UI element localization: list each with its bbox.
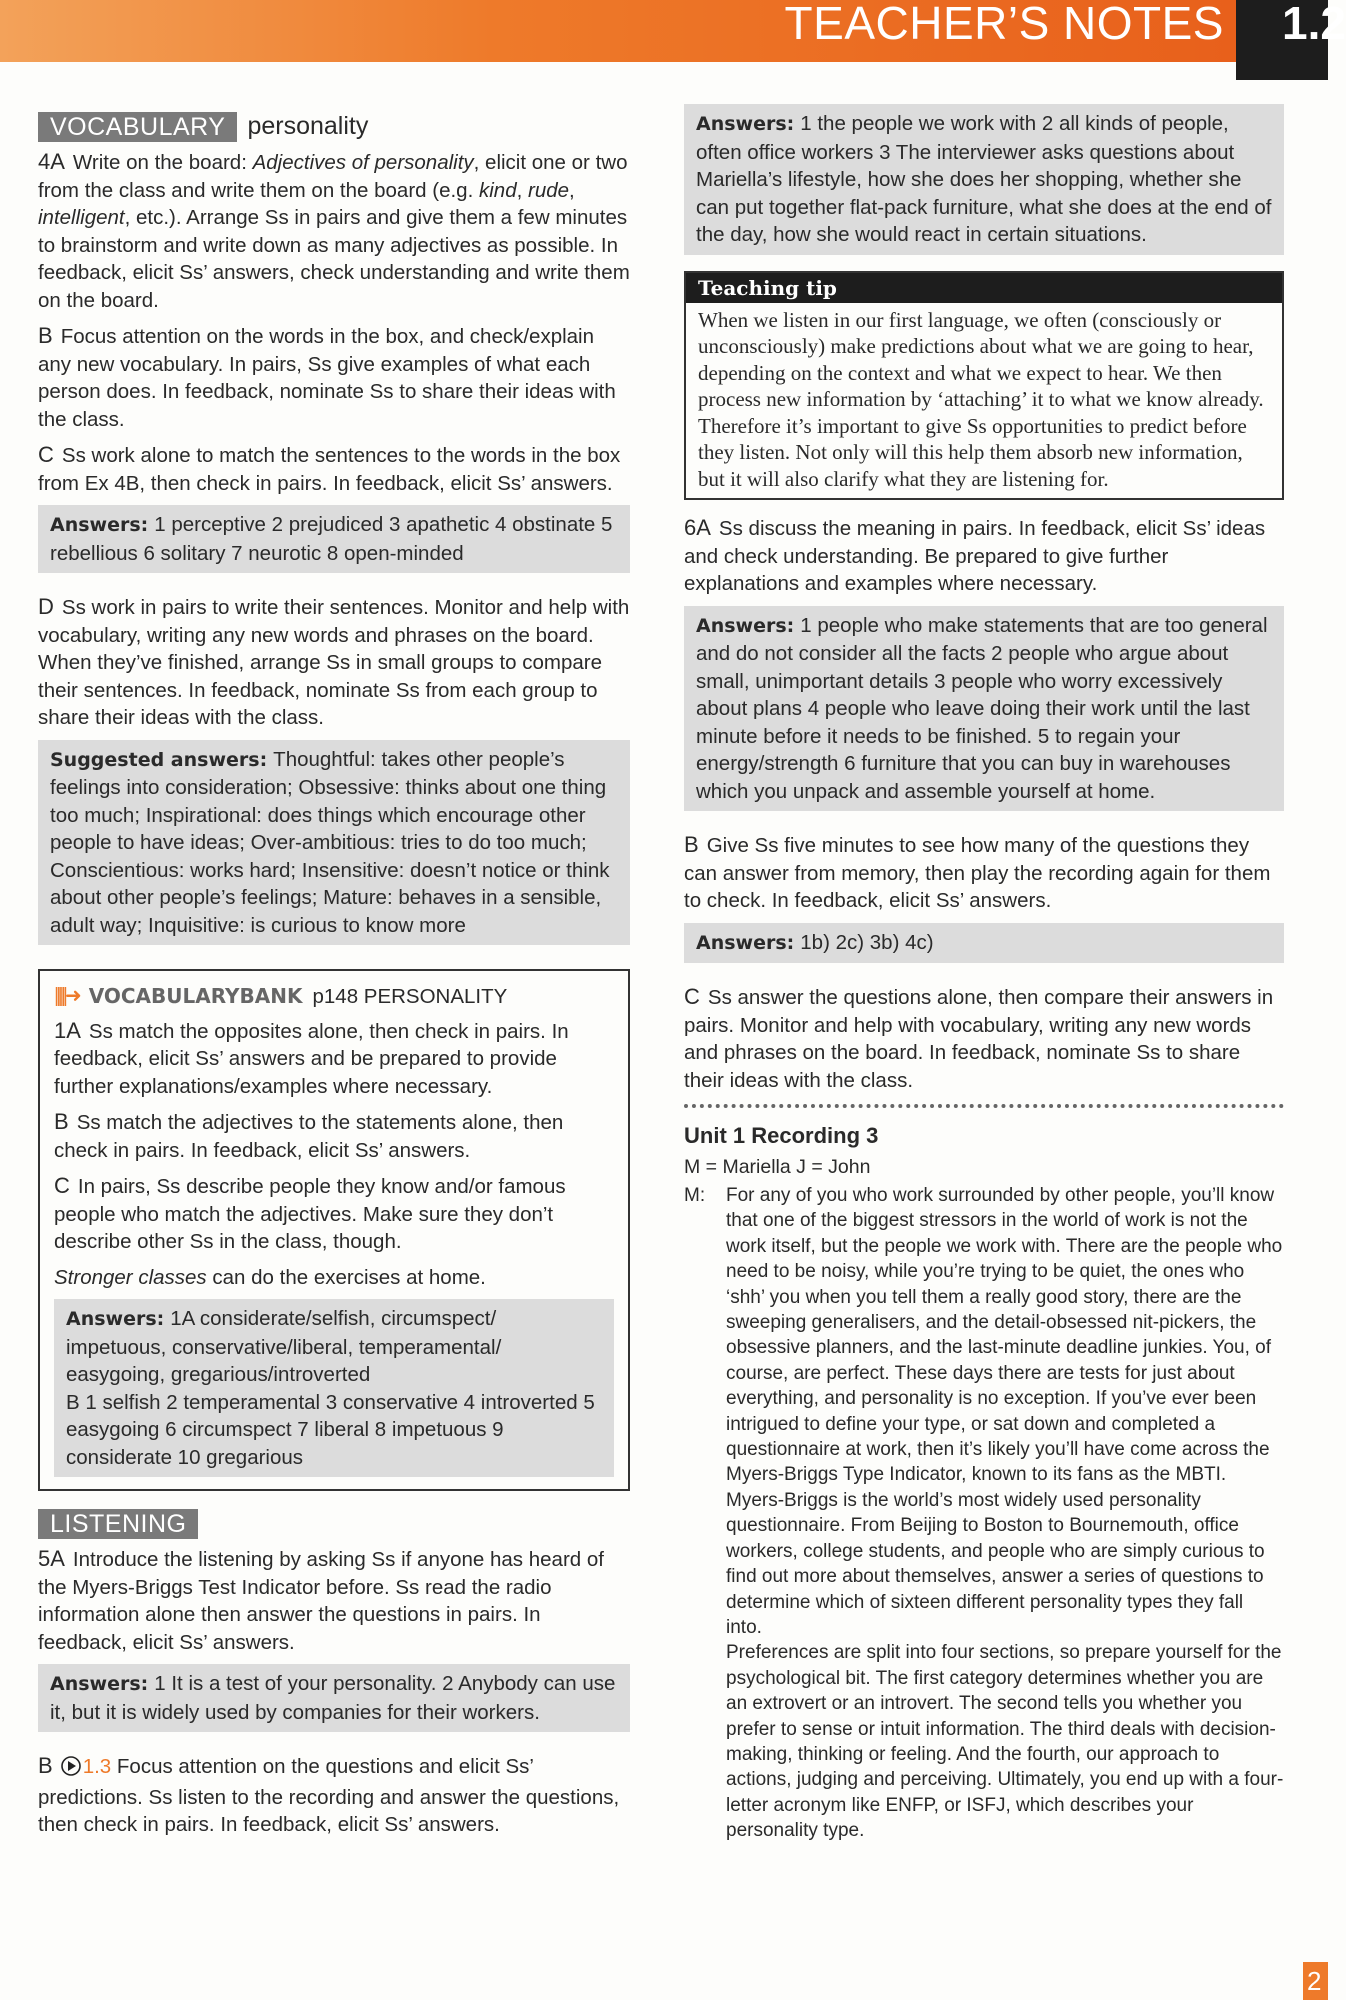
text: Focus attention on the words in the box, and check/explain any new vocabulary. In pairs, Ss give examples of what each person does. In feedback, nominate Ss to share their ideas with the class. [38,325,616,431]
teaching-tip-title: Teaching tip [686,273,1282,303]
exercise-6c [684,983,1284,1094]
text-italic: intelligent [38,206,125,229]
exercise-number: B [54,1109,69,1134]
page-title: TEACHER’S NOTES [784,0,1224,49]
text: , etc.). Arrange Ss in pairs and give them a few minutes to brainstorm and write down as many adjectives as possible. In feedback, elicit Ss’ answers, check understanding and write them on the board. [38,206,630,312]
text: , [516,178,528,202]
exercise-number: C [684,984,700,1009]
text: Give Ss five minutes to see how many of the questions they can answer from memory, then play the recording again for them to check. In feedback, elicit Ss’ answers. [684,834,1271,912]
text: Ss match the opposites alone, then check in pairs. In feedback, elicit Ss’ answers and be prepared to provide further explanations/examples where necessary. [54,1019,569,1098]
stronger-classes-note [54,1264,614,1292]
answers-6b [684,923,1284,964]
exercise-number: B [38,1753,53,1778]
speech-text [726,1183,1284,1844]
text: In pairs, Ss describe people they know and/or famous people who match the adjectives. Make sure they don’t describe other Ss in the class, though. [54,1175,566,1253]
recording-speakers: M = Mariella J = John [684,1155,871,1178]
listening-label: LISTENING [38,1509,198,1539]
text-italic: kind [478,178,517,202]
exercise-number: D [38,594,54,619]
exercise-number: B [38,323,53,348]
play-audio-icon[interactable] [61,1756,81,1784]
text: Write on the board: [72,151,253,174]
exercise-number: 4A [38,149,65,174]
exercise-1c [54,1172,614,1256]
answers-5b [684,104,1284,255]
text: Focus attention on the questions and elicit Ss’ predictions. Ss listen to the recording and answer the questions, then check in pairs. In feedback, elicit Ss’ answers. [38,1755,620,1836]
answers-text: 1 perceptive 2 prejudiced 3 apathetic 4 obstinate 5 rebellious 6 solitary 7 neurotic 8 open-minded [50,513,613,565]
exercise-number: C [54,1173,70,1198]
page-number: 2 [1303,1962,1328,2000]
answers-text: 1A considerate/selfish, circumspect/ impetuous, conservative/liberal, temperamental/ easygoing, gregarious/introverted [66,1307,502,1386]
answers-label: Answers: [696,113,795,135]
answers-text: 1b) 2c) 3b) 4c) [800,930,934,954]
exercise-6b [684,831,1284,915]
answers-label: Answers: [50,1673,149,1695]
teaching-tip-box [684,271,1284,501]
answers-text: 1 people who make statements that are too general and do not consider all the facts 2 people who argue about small, unimportant details 3 people who worry excessively about plans 4 people who leave doing their work until the last minute before it needs to be finished. 5 to regain your energy/strength 6 furniture that you can buy in warehouses which you unpack and assemble yourself at home. [696,613,1268,803]
exercise-4d [38,593,630,732]
answers-vocab-bank [54,1299,614,1477]
vocabulary-bank-heading [54,983,614,1011]
text: Ss work alone to match the sentences to the words in the box from Ex 4B, then check in pairs. In feedback, elicit Ss’ answers. [38,444,621,495]
answers-text: 1 the people we work with 2 all kinds of people, often office workers 3 The interviewer asks questions about Mariella’s lifestyle, how she does her shopping, whether she can put together flat-pack furniture, what she does at the end of the day, how she would react in certain situations. [696,112,1272,246]
exercise-number: 6A [684,515,711,540]
answers-4c [38,505,630,573]
exercise-1a [54,1017,614,1101]
unit-number: 1.2 [1236,0,1328,80]
text: can do the exercises at home. [206,1265,486,1289]
vocabulary-bank-title: VOCABULARYBANK [88,984,303,1008]
text: Ss work in pairs to write their sentences. Monitor and help with vocabulary, writing any new words and phrases on the board. When they’ve finished, arrange Ss in small groups to compare their sentences. In feedback, nominate Ss from each group to share their ideas with the class. [38,596,630,729]
answers-text: Thoughtful: takes other people’s feelings into consideration; Obsessive: thinks about one thing too much; Inspirational: does things which encourage other people to have ideas; Over-ambitious: tries to do too much; Conscientious: works hard; Insensitive: doesn’t notice or think about other people’s feelings; Mature: behaves in a sensible, adult way; Inquisitive: is curious to know more [50,747,610,937]
exercise-number: 1A [54,1017,81,1043]
exercise-number: C [38,442,54,467]
text-italic: Stronger classes [54,1265,207,1289]
vocabulary-topic: personality [247,112,369,141]
vocabulary-heading [38,112,630,142]
answers-label: Answers: [696,931,795,954]
text: Ss answer the questions alone, then compare their answers in pairs. Monitor and help with vocabulary, writing any new words and phrases on the board. In feedback, nominate Ss to share their ideas with the class. [684,986,1274,1092]
track-number: 1.3 [82,1755,112,1778]
answers-label: Suggested answers: [50,748,268,771]
vocabulary-label: VOCABULARY [38,112,237,142]
exercise-1b [54,1108,614,1164]
exercise-4b [38,322,630,433]
answers-6a [684,606,1284,812]
recording-title: Unit 1 Recording 3 [684,1123,879,1148]
text-italic: Adjectives of personality [252,151,474,174]
right-column [684,104,1284,1844]
exercise-number: B [684,832,699,857]
exercise-number: 5A [38,1546,65,1571]
answers-4d [38,740,630,946]
exercise-4c [38,441,630,497]
answers-label: Answers: [696,614,795,637]
listening-heading [38,1509,630,1539]
recording-transcript [684,1183,1284,1844]
divider [684,1104,1284,1108]
answers-text: 1 It is a test of your personality. 2 Anybody can use it, but it is widely used by companies for their workers. [50,1672,616,1724]
text-italic: rude [528,178,570,202]
answers-5a [38,1664,630,1732]
text: , [569,178,575,202]
left-column [38,112,630,1847]
arrow-right-icon: |||||➜ [54,985,79,1007]
text: Ss match the adjectives to the statements alone, then check in pairs. In feedback, elicit Ss’ answers. [54,1111,564,1162]
exercise-6a [684,514,1284,598]
exercise-5a [38,1545,630,1656]
text: Ss discuss the meaning in pairs. In feedback, elicit Ss’ ideas and check understanding. Be prepared to give further explanations and examples where necessary. [684,517,1266,595]
text: , elicit one or two from the class and write them on the board (e.g. [38,151,628,202]
answers-label: Answers: [50,514,149,536]
answers-text-b: B 1 selfish 2 temperamental 3 conservative 4 introverted 5 easygoing 6 circumspect 7 liberal 8 impetuous 9 considerate 10 gregarious [66,1390,595,1469]
transcript-paragraph: Preferences are split into four sections, so prepare yourself for the psychological bit. The first category determines whether you are an extrovert or an introvert. The second tells you whether you prefer to sense or intuit information. The third deals with decision-making, thinking or feeling. And the fourth, our approach to actions, judging and perceiving. Ultimately, you end up with a four-letter acronym like ENFP, or ISFJ, which describes your personality type. [726,1642,1284,1842]
exercise-4a [38,148,630,314]
text: Introduce the listening by asking Ss if anyone has heard of the Myers-Briggs Test Indicator before. Ss read the radio information alone then answer the questions in pairs. In feedback, elicit Ss’ answers. [38,1548,604,1654]
answers-label: Answers: [66,1308,165,1330]
speaker-label: M: [684,1185,706,1206]
teaching-tip-text: When we listen in our first language, we often (consciously or unconsciously) make predictions about what we are going to hear, depending on the context and what we expect to hear. We then process new information by ‘attaching’ it to what we know already. Therefore it’s important to give Ss opportunities to predict before they listen. Not only will this help them absorb new information, but it will also clarify what they are listening for. [698,307,1264,491]
vocabulary-bank-box [38,969,630,1491]
transcript-paragraph: For any of you who work surrounded by other people, you’ll know that one of the biggest stressors in the world of work is not the work itself, but the people we work with. There are the people who need to be noisy, while you’re trying to be quiet, the ones who ‘shh’ you when you tell them a really good story, there are the sweeping generalisers, and the detail-obsessed nit-pickers, the obsessive planners, and the last-minute deadline junkies. You, of course, are perfect. These days there are tests for just about everything, and personality is no exception. If you’ve ever been intrigued to define your type, or sat down and completed a questionnaire at work, then it’s likely you’ll have come across the Myers-Briggs Type Indicator, known to its fans as the MBTI. Myers-Briggs is the world’s most widely used personality questionnaire. From Beijing to Boston to Bournemouth, office workers, college students, and people who are simply curious to find out more about themselves, answer a series of questions to determine which of sixteen different personality types they fall into. [726,1185,1283,1638]
vocabulary-bank-page: p148 PERSONALITY [312,985,508,1008]
exercise-5b [38,1752,630,1839]
